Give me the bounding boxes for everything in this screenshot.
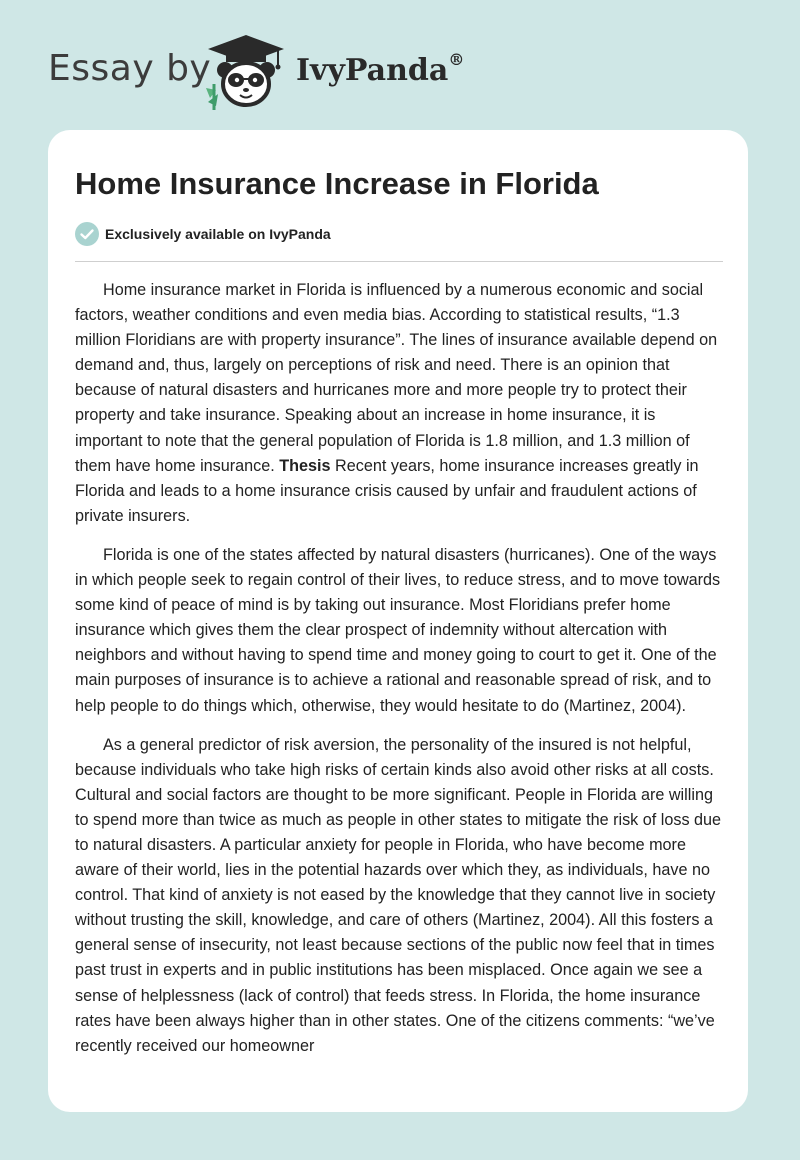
brand-label: IvyPanda bbox=[296, 53, 449, 88]
paragraph-2: Florida is one of the states affected by natural disasters (hurricanes). One of the ways in which people seek to regain control of their lives, to reduce stress, and to move towards some kind of peace of mind is by taking out insurance. Most Floridians prefer home insurance which gives them the clear prospect of indemnity without altercation with neighbors and without having to spend time and money going to court to get it. One of the main purposes of insurance is to achieve a rational and reasonable spread of risk, and to help people to do things which, otherwise, they would hesitate to do (Martinez, 2004). bbox=[75, 545, 721, 715]
paragraph-1-text-b: Recent years, home insurance increases greatly in Florida and leads to a home insurance crisis caused by unfair and fraudulent actions of private insurers. bbox=[75, 456, 699, 525]
title-divider bbox=[75, 261, 723, 262]
essay-by-label: Essay by bbox=[48, 48, 212, 89]
paragraph-1-text-a: Home insurance market in Florida is influenced by a numerous economic and social factors, weather conditions and even media bias. According to statistical results, “1.3 million Floridians are with property insurance”. The lines of insurance available depend on demand and, thus, largely on perceptions of risk and need. There is an opinion that because of natural disasters and hurricanes more and more people try to protect their property and take insurance. Speaking about an increase in home insurance, it is important to note that the general population of Florida is 1.8 million, and 1.3 million of them have home insurance. bbox=[75, 281, 718, 475]
registered-mark: ® bbox=[448, 50, 465, 69]
panda-graduate-logo-icon[interactable] bbox=[196, 32, 296, 112]
page-title: Home Insurance Increase in Florida bbox=[75, 166, 599, 201]
essay-card bbox=[48, 130, 748, 1112]
site-header bbox=[0, 0, 800, 120]
essay-body bbox=[75, 278, 727, 1073]
brand-name[interactable] bbox=[296, 50, 465, 88]
paragraph-3: As a general predictor of risk aversion, the personality of the insured is not helpful, because individuals who take high risks of certain kinds also avoid other risks at all costs. Cultural and social factors are thought to be more significant. People in Florida are willing to spend more than twice as much as people in other states to mitigate the risk of loss due to natural disasters. A particular anxiety for people in Florida, who have become more aware of their world, lies in the potential hazards over which they, as individuals, have no control. That kind of anxiety is not eased by the knowledge that they cannot live in society without trusting the skill, knowledge, and care of others (Martinez, 2004). All this fosters a general sense of insecurity, not least because sections of the public now feel that in times past trust in experts and in public institutions has been misplaced. Once again we see a sense of helplessness (lack of control) that feeds stress. In Florida, the home insurance rates have been always higher than in other states. One of the citizens comments: “we’ve recently received our homeowner bbox=[75, 735, 722, 1055]
paragraph-1 bbox=[75, 278, 727, 529]
exclusive-badge-label: Exclusively available on IvyPanda bbox=[105, 226, 331, 242]
check-circle-icon bbox=[75, 222, 99, 246]
exclusive-badge bbox=[75, 222, 331, 246]
thesis-label: Thesis bbox=[279, 456, 331, 475]
